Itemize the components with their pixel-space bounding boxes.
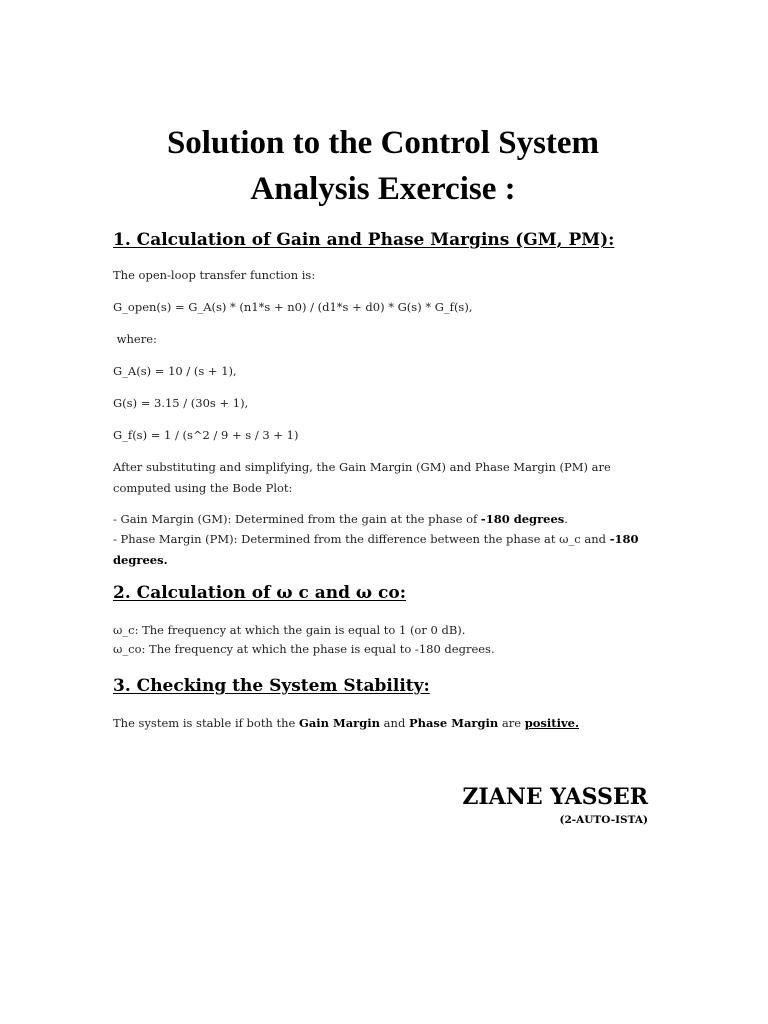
page-title-line-2: Analysis Exercise : xyxy=(250,171,516,207)
gain-margin-bullet xyxy=(113,509,643,530)
phase-margin-bullet xyxy=(113,529,643,571)
g-f-equation: G_f(s) = 1 / (s^2 / 9 + s / 3 + 1) xyxy=(113,428,299,442)
g-a-equation: G_A(s) = 10 / (s + 1), xyxy=(113,364,237,378)
stability-text-3: are xyxy=(498,716,525,730)
where-label: where: xyxy=(113,332,157,346)
gm-suffix: . xyxy=(564,512,568,526)
author-name: ZIANE YASSER xyxy=(462,784,648,810)
section-3-heading: 3. Checking the System Stability: xyxy=(113,676,430,696)
pm-text: - Phase Margin (PM): Determined from the difference between the phase at ω_c and xyxy=(113,532,610,546)
gain-margin-term: Gain Margin xyxy=(299,716,381,730)
omega-co-definition: ω_co: The frequency at which the phase is equal to -180 degrees. xyxy=(113,642,495,656)
phase-margin-term: Phase Margin xyxy=(408,716,499,730)
section-2-heading: 2. Calculation of ω c and ω co: xyxy=(113,583,406,603)
omega-c-definition: ω_c: The frequency at which the gain is equal to 1 (or 0 dB). xyxy=(113,623,466,637)
stability-text-2: and xyxy=(380,716,409,730)
section-1-heading: 1. Calculation of Gain and Phase Margins (GM, PM): xyxy=(113,230,615,250)
after-substituting-paragraph: After substituting and simplifying, the Gain Margin (GM) and Phase Margin (PM) are computed using the Bode Plot: xyxy=(113,460,611,495)
gm-text: - Gain Margin (GM): Determined from the gain at the phase of xyxy=(113,512,481,526)
open-loop-intro: The open-loop transfer function is: xyxy=(113,268,316,282)
gm-bold-text: -180 degrees xyxy=(480,512,565,526)
page-title-line-1: Solution to the Control System xyxy=(166,125,600,161)
g-s-equation: G(s) = 3.15 / (30s + 1), xyxy=(113,396,249,410)
author-class: (2-AUTO-ISTA) xyxy=(559,814,648,826)
stability-text-1: The system is stable if both the xyxy=(113,716,299,730)
positive-term: positive. xyxy=(524,716,579,730)
stability-statement xyxy=(113,713,579,734)
pm-bold-text: -180 degrees. xyxy=(113,532,639,567)
g-open-equation: G_open(s) = G_A(s) * (n1*s + n0) / (d1*s + d0) * G(s) * G_f(s), xyxy=(113,300,473,314)
